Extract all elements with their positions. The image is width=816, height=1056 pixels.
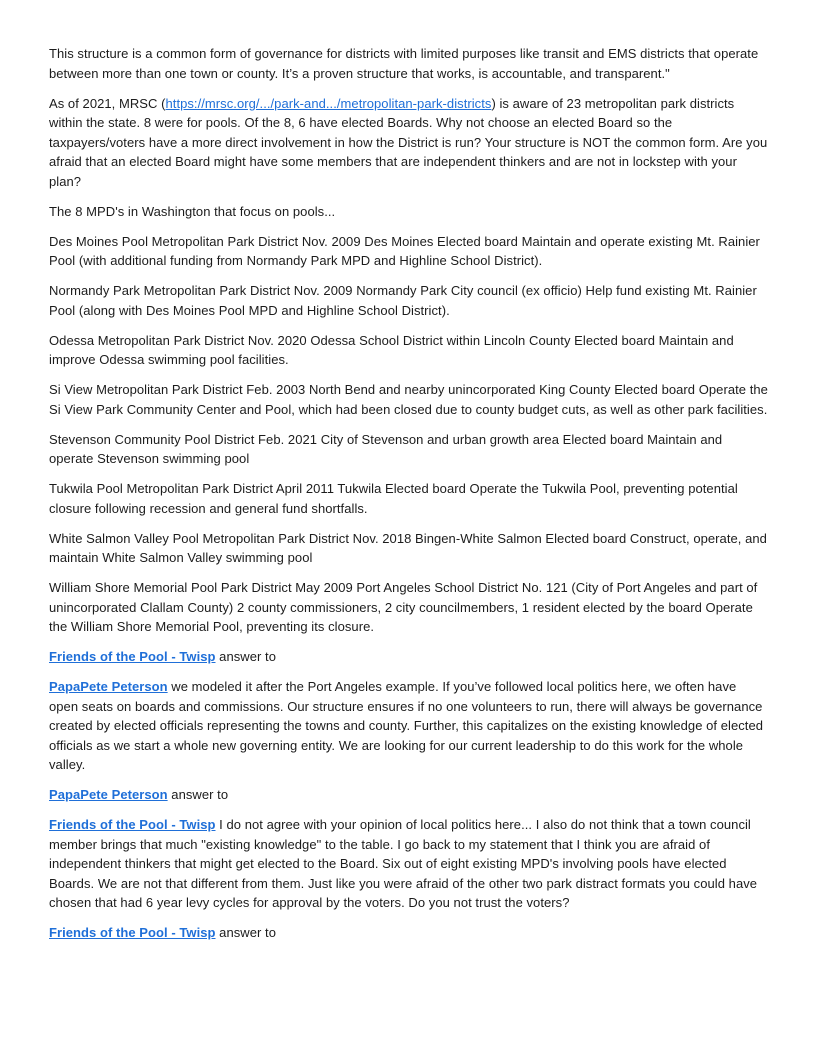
profile-link[interactable]: Friends of the Pool - Twisp: [49, 649, 216, 664]
text-run: White Salmon Valley Pool Metropolitan Park District Nov. 2018 Bingen-White Salmon Elected board Construct, operate, and maintain White Salmon Valley swimming pool: [49, 530, 767, 565]
text-run: Si View Metropolitan Park District Feb. 2003 North Bend and nearby unincorporated King County Elected board Operate the Si View Park Community Center and Pool, which had been closed due to county budget cuts, as well as other park facilities.: [49, 382, 768, 417]
profile-link[interactable]: Friends of the Pool - Twisp: [49, 925, 216, 940]
text-run: Stevenson Community Pool District Feb. 2021 City of Stevenson and urban growth area Elected board Maintain and operate Stevenson swimming pool: [49, 431, 723, 466]
paragraph: [49, 785, 768, 805]
text-run: answer to: [215, 925, 276, 940]
profile-link[interactable]: Friends of the Pool - Twisp: [49, 817, 216, 832]
text-run: ) is aware of 23 metropolitan park districts within the state. 8 were for pools. Of the 8, 6 have elected Boards. Why not choose an elected Board so the taxpayers/voters have a more direct involvement in how the District is run? Your structure is NOT the common form. Are you afraid that an elected Board might have some members that are independent thinkers and are not in lockstep with your plan?: [49, 95, 768, 189]
text-run: Odessa Metropolitan Park District Nov. 2020 Odessa School District within Lincoln County Elected board Maintain and improve Odessa swimming pool facilities.: [49, 332, 734, 367]
paragraph: [49, 380, 768, 419]
text-run: William Shore Memorial Pool Park District May 2009 Port Angeles School District No. 121 (City of Port Angeles and part of unincorporated Clallam County) 2 county commissioners, 2 city councilmembers, 1 resident elected by the board Operate the William Shore Memorial Pool, preventing its closure.: [49, 580, 758, 634]
text-run: The 8 MPD's in Washington that focus on pools...: [49, 203, 336, 219]
text-run: Tukwila Pool Metropolitan Park District April 2011 Tukwila Elected board Operate the Tukwila Pool, preventing potential closure following recession and general fund shortfalls.: [49, 481, 738, 516]
paragraph: [49, 578, 768, 637]
paragraph: [49, 923, 768, 943]
text-run: answer to: [215, 649, 276, 664]
text-run: answer to: [167, 787, 229, 802]
profile-link[interactable]: PapaPete Peterson: [49, 679, 168, 694]
paragraph: [49, 430, 768, 469]
url-link[interactable]: https://mrsc.org/.../park-and.../metropolitan-park-districts: [165, 95, 492, 111]
paragraph: [49, 232, 768, 271]
paragraph: [49, 94, 768, 192]
text-run: This structure is a common form of governance for districts with limited purposes like transit and EMS districts that operate between more than one town or county. It’s a proven structure that works, is accountable, and transparent.": [49, 46, 759, 81]
paragraph: [49, 44, 768, 83]
paragraph: [49, 281, 768, 320]
paragraph: [49, 202, 768, 222]
paragraph: [49, 479, 768, 518]
text-run: we modeled it after the Port Angeles example. If you’ve followed local politics here, we often have open seats on boards and commissions. Our structure ensures if no one volunteers to run, there will always be governance created by elected officials representing the towns and county. Further, this capitalizes on the existing knowledge of elected officials as we start a whole new governing entity. We are looking for our current leadership to do this work for the whole valley.: [49, 679, 764, 772]
paragraph: [49, 815, 768, 913]
text-run: As of 2021, MRSC (: [49, 95, 166, 111]
text-run: Normandy Park Metropolitan Park District Nov. 2009 Normandy Park City council (ex officio) Help fund existing Mt. Rainier Pool (along with Des Moines Pool MPD and Highline School District).: [49, 283, 757, 318]
paragraph: [49, 677, 768, 775]
text-run: Des Moines Pool Metropolitan Park District Nov. 2009 Des Moines Elected board Maintain and operate existing Mt. Rainier Pool (with additional funding from Normandy Park MPD and Highline School District).: [49, 233, 760, 268]
paragraph: [49, 529, 768, 568]
paragraph: [49, 331, 768, 370]
text-run: I do not agree with your opinion of local politics here... I also do not think that a town council member brings that much "existing knowledge" to the table. I go back to my statement that I think you are afraid of independent thinkers that might get elected to the Board. Six out of eight existing MPD's involving pools have elected Boards. We are not that different from them. Just like you were afraid of the other two park distract formats you could have chosen that had 6 year levy cycles for approval by the voters. Do you not trust the voters?: [49, 817, 758, 910]
profile-link[interactable]: PapaPete Peterson: [49, 787, 168, 802]
paragraph: [49, 647, 768, 667]
